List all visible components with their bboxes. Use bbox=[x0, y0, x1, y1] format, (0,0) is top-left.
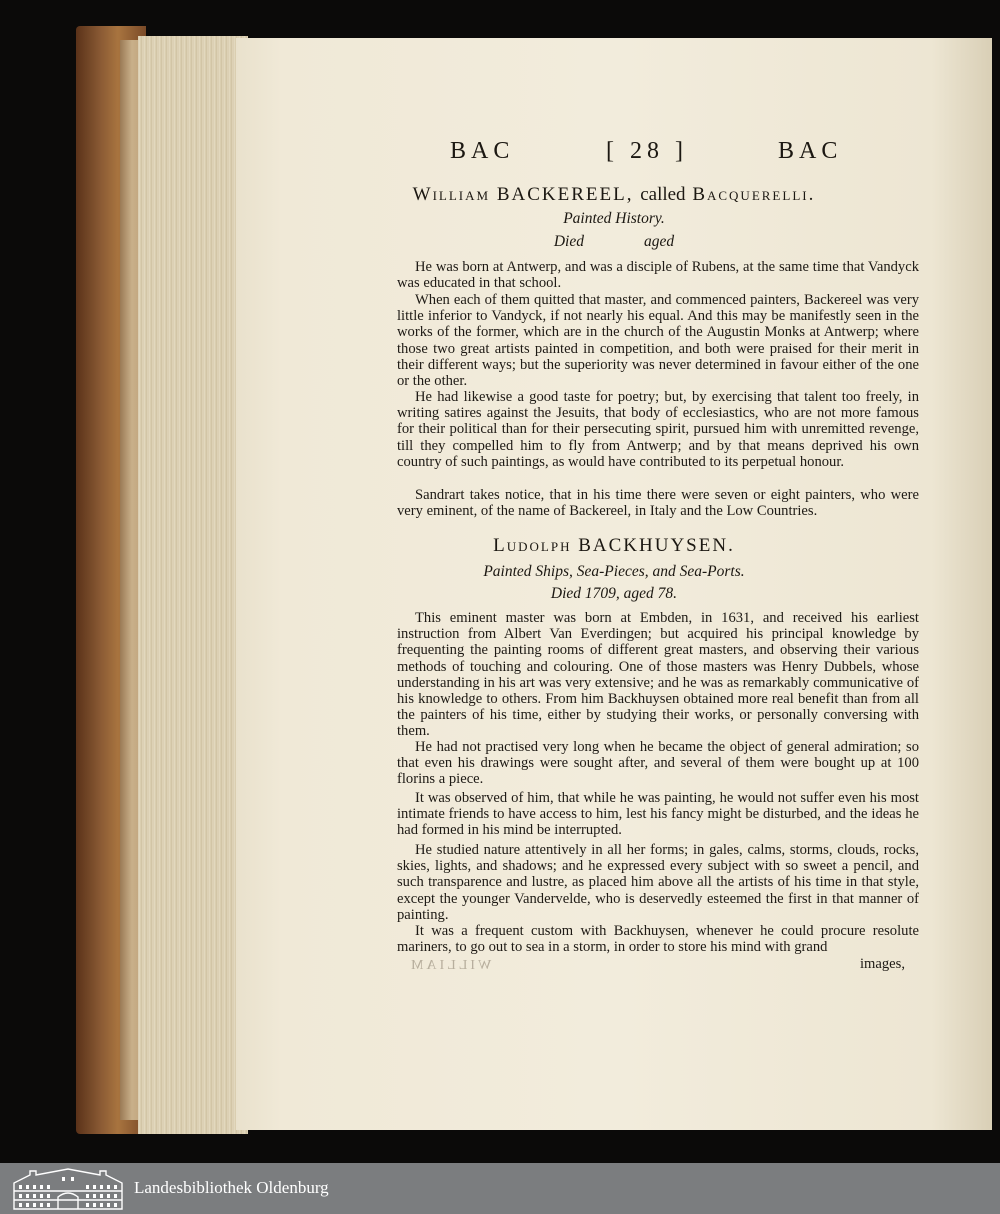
page-number: [ 28 ] bbox=[606, 138, 688, 164]
catchword: images, bbox=[860, 956, 905, 972]
paragraph: Sandrart takes notice, that in his time there were seven or eight painters, who were very eminent, of the name of Backereel, in Italy and the Low Countries. bbox=[397, 487, 919, 520]
paragraph: It was observed of him, that while he was painting, he would not suffer even his most intimate friends to have access to him, lest his fancy might be disturbed, and the ideas he had formed in his mind be interrupted. bbox=[397, 790, 919, 839]
alias-name: Bacquerelli. bbox=[692, 184, 816, 205]
library-name: Landesbibliothek Oldenburg bbox=[134, 1178, 329, 1197]
paragraph: He studied nature attentively in all her forms; in gales, calms, storms, clouds, rocks, skies, lights, and shadows; and he expressed every subject with so sweet a pencil, and such transparence and lustre, as placed him above all the artists of his time in that style, except the younger Vandervelde, who is deservedly esteemed the first in that manner of painting. bbox=[397, 842, 919, 923]
entry-subject: Painted History. bbox=[563, 210, 665, 227]
aged-label: aged bbox=[644, 233, 675, 250]
page-edges bbox=[138, 36, 248, 1134]
entry-subject: Painted Ships, Sea-Pieces, and Sea-Ports. bbox=[483, 563, 745, 580]
first-name: William bbox=[412, 184, 491, 205]
paragraph: It was a frequent custom with Backhuysen, whenever he could procure resolute mariners, to go out to sea in a storm, in order to store his mind with grand bbox=[397, 923, 919, 956]
called-word: called bbox=[640, 184, 686, 205]
paragraph: When each of them quitted that master, and commenced painters, Backereel was very little inferior to Vandyck, if not nearly his equal. And this may be manifestly seen in the works of the former, which are in the church of the Augustin Monks at Antwerp; where those two great artists painted in competition, and both were praised for their merit in their different ways; but the superiority was never determined in favour either of the one or the other. bbox=[397, 292, 919, 390]
running-header bbox=[236, 138, 992, 174]
header-left: BAC bbox=[450, 138, 515, 164]
entry-title-backereel bbox=[236, 184, 992, 206]
paragraph: This eminent master was born at Embden, in 1631, and received his earliest instruction from Albert Van Everdingen; but acquired his principal knowledge by frequenting the painting rooms of different great masters, and observing their various methods of touching and colouring. One of those masters was Henry Dubbels, whose understanding in his art was very extensive; and he was as remarkably communicative of his knowledge to others. From him Backhuysen obtained more real benefit than from all the painters of his time, either by studying their works, or personally conversing with them. bbox=[397, 610, 919, 740]
entry-dates bbox=[236, 233, 992, 251]
entry-dates: Died 1709, aged 78. bbox=[550, 585, 678, 602]
paragraph: He had likewise a good taste for poetry; but, by exercising that talent too freely, in writing satires against the Jesuits, that body of ecclesiastics, who are not more famous for their political than for their persecuting spirit, pursued him with unremitted revenge, till they compelled him to fly from Antwerp; and by that means deprived his own country of such paintings, as would have contributed to its perpetual honour. bbox=[397, 389, 919, 470]
surname: BACKHUYSEN. bbox=[578, 535, 735, 556]
library-building-icon bbox=[10, 1167, 126, 1211]
paragraph: He had not practised very long when he became the object of general admiration; so that even his drawings were sought after, and several of them were bought up at 100 florins a piece. bbox=[397, 739, 919, 788]
surname: BACKEREEL, bbox=[496, 184, 634, 205]
footer-bar bbox=[0, 1163, 1000, 1214]
paragraph: He was born at Antwerp, and was a disciple of Rubens, at the same time that Vandyck was educated in that school. bbox=[397, 259, 919, 292]
entry-title-backhuysen bbox=[236, 535, 992, 557]
show-through-text: WILLIAM bbox=[408, 958, 492, 973]
header-right: BAC bbox=[778, 138, 843, 164]
died-label: Died bbox=[553, 233, 584, 250]
first-name: Ludolph bbox=[493, 535, 572, 556]
